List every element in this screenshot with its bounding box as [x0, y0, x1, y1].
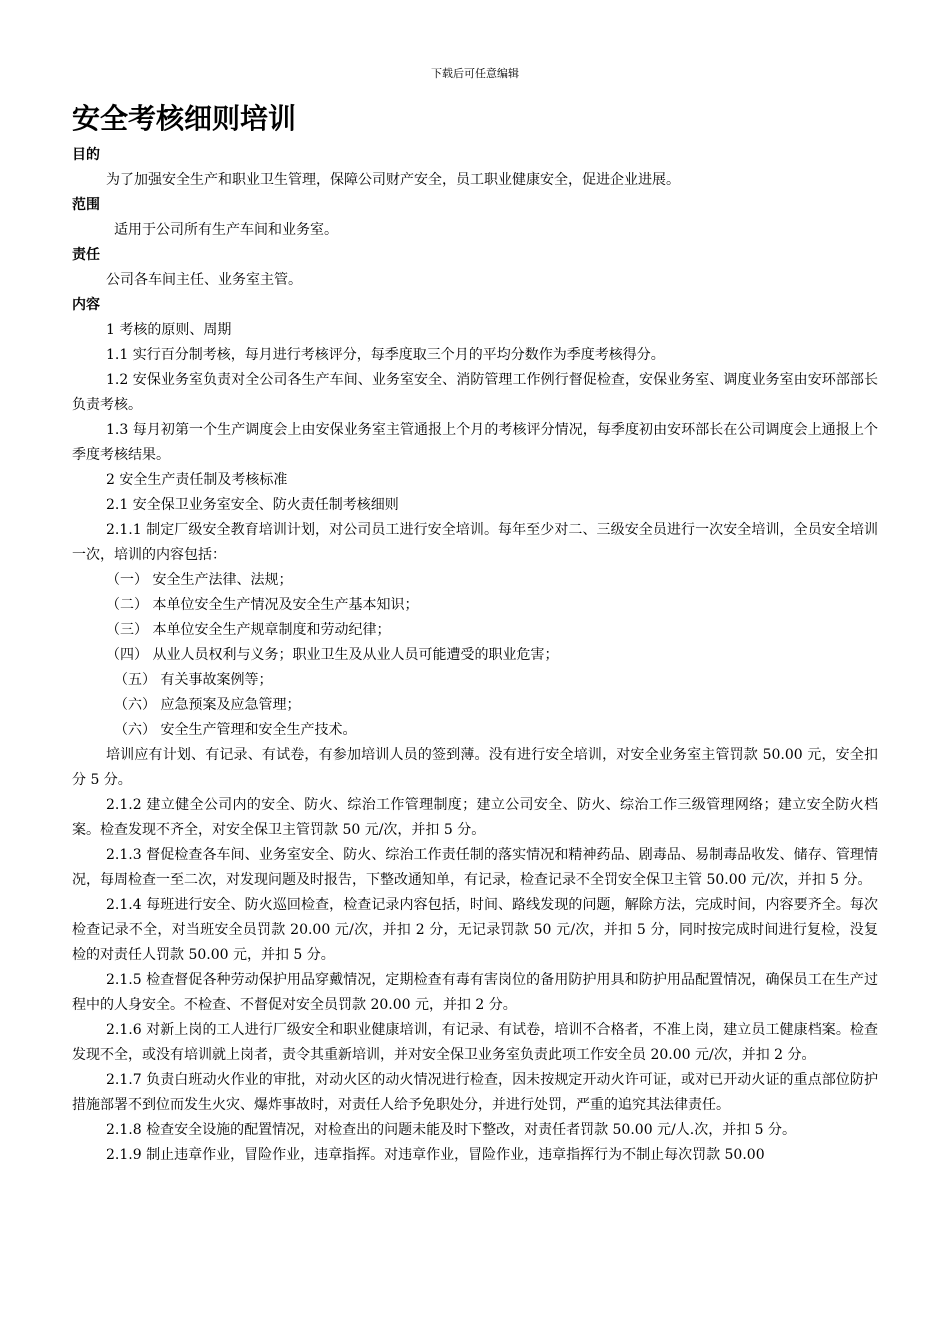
paragraph-2-1-7: 2.1.7 负责白班动火作业的审批，对动火区的动火情况进行检查，因未按规定开动火许可证，或对已开动火证的重点部位防护措施部署不到位而发生火灾、爆炸事故时，对责任人给予免职处分，并进行处罚，严重的追究其法律责任。 — [72, 1072, 878, 1113]
paragraph-1-1: 1.1 实行百分制考核，每月进行考核评分，每季度取三个月的平均分数作为季度考核得分。 — [106, 347, 665, 363]
list-item: （四） 从业人员权利与义务；职业卫生及从业人员可能遭受的职业危害； — [106, 647, 559, 663]
paragraph-duty: 公司各车间主任、业务室主管。 — [106, 272, 302, 288]
paragraph-2-1-2: 2.1.2 建立健全公司内的安全、防火、综治工作管理制度；建立公司安全、防火、综治工作三级管理网络；建立安全防火档案。检查发现不齐全，对安全保卫主管罚款 50 元/次，并扣 5 分。 — [72, 797, 878, 838]
paragraph-2-1-1: 2.1.1 制定厂级安全教育培训计划，对公司员工进行安全培训。每年至少对二、三级安全员进行一次安全培训，全员安全培训一次，培训的内容包括： — [72, 522, 878, 563]
section-heading-purpose: 目的 — [72, 147, 100, 163]
list-item: （五） 有关事故案例等； — [114, 672, 273, 688]
paragraph-2-1-3: 2.1.3 督促检查各车间、业务室安全、防火、综治工作责任制的落实情况和精神药品、剧毒品、易制毒品收发、储存、管理情况，每周检查一至二次，对发现问题及时报告，下整改通知单，有记录，检查记录不全罚安全保卫主管 50.00 元/次，并扣 5 分。 — [72, 847, 878, 888]
paragraph-purpose: 为了加强安全生产和职业卫生管理，保障公司财产安全，员工职业健康安全，促进企业进展。 — [106, 172, 680, 188]
section-heading-content: 内容 — [72, 297, 100, 313]
paragraph-2-1-4: 2.1.4 每班进行安全、防火巡回检查，检查记录内容包括，时间、路线发现的问题，解除方法，完成时间，内容要齐全。每次检查记录不全，对当班安全员罚款 20.00 元/次，并扣 2 分，无记录罚款 50 元/次，并扣 5 分，同时按完成时间进行复检，没复检的对责任人罚款 50.00 元，并扣 5 分。 — [72, 897, 878, 963]
section-heading-duty: 责任 — [72, 247, 100, 263]
header-note: 下载后可任意编辑 — [431, 67, 519, 80]
list-item: （二） 本单位安全生产情况及安全生产基本知识； — [106, 597, 419, 613]
paragraph-1-3: 1.3 每月初第一个生产调度会上由安保业务室主管通报上个月的考核评分情况，每季度初由安环部长在公司调度会上通报上个季度考核结果。 — [72, 422, 878, 463]
paragraph-2-1-9: 2.1.9 制止违章作业，冒险作业，违章指挥。对违章作业，冒险作业，违章指挥行为不制止每次罚款 50.00 — [106, 1147, 765, 1163]
paragraph-2: 2 安全生产责任制及考核标准 — [106, 472, 288, 488]
list-item: （六） 安全生产管理和安全生产技术。 — [114, 722, 357, 738]
section-heading-scope: 范围 — [72, 197, 100, 213]
paragraph-1-2: 1.2 安保业务室负责对全公司各生产车间、业务室安全、消防管理工作例行督促检查，安保业务室、调度业务室由安环部部长负责考核。 — [72, 372, 878, 413]
paragraph-scope: 适用于公司所有生产车间和业务室。 — [114, 222, 338, 238]
paragraph-1: 1 考核的原则、周期 — [106, 322, 232, 338]
paragraph-2-1: 2.1 安全保卫业务室安全、防火责任制考核细则 — [106, 497, 399, 513]
paragraph-2-1-8: 2.1.8 检查安全设施的配置情况，对检查出的问题未能及时下整改，对责任者罚款 50.00 元/人.次，并扣 5 分。 — [106, 1122, 797, 1138]
paragraph-training: 培训应有计划、有记录、有试卷，有参加培训人员的签到薄。没有进行安全培训，对安全业务室主管罚款 50.00 元，安全扣分 5 分。 — [72, 747, 878, 788]
list-item: （三） 本单位安全生产规章制度和劳动纪律； — [106, 622, 391, 638]
document-body — [72, 143, 878, 1168]
paragraph-2-1-5: 2.1.5 检查督促各种劳动保护用品穿戴情况，定期检查有毒有害岗位的备用防护用具和防护用品配置情况，确保员工在生产过程中的人身安全。不检查、不督促对安全员罚款 20.00 元，并扣 2 分。 — [72, 972, 878, 1013]
document-title: 安全考核细则培训 — [72, 102, 297, 135]
paragraph-2-1-6: 2.1.6 对新上岗的工人进行厂级安全和职业健康培训，有记录、有试卷，培训不合格者，不准上岗，建立员工健康档案。检查发现不全，或没有培训就上岗者，责令其重新培训，并对安全保卫业务室负责此项工作安全员 20.00 元/次，并扣 2 分。 — [72, 1022, 878, 1063]
list-item: （一） 安全生产法律、法规； — [106, 572, 293, 588]
list-item: （六） 应急预案及应急管理； — [114, 697, 301, 713]
